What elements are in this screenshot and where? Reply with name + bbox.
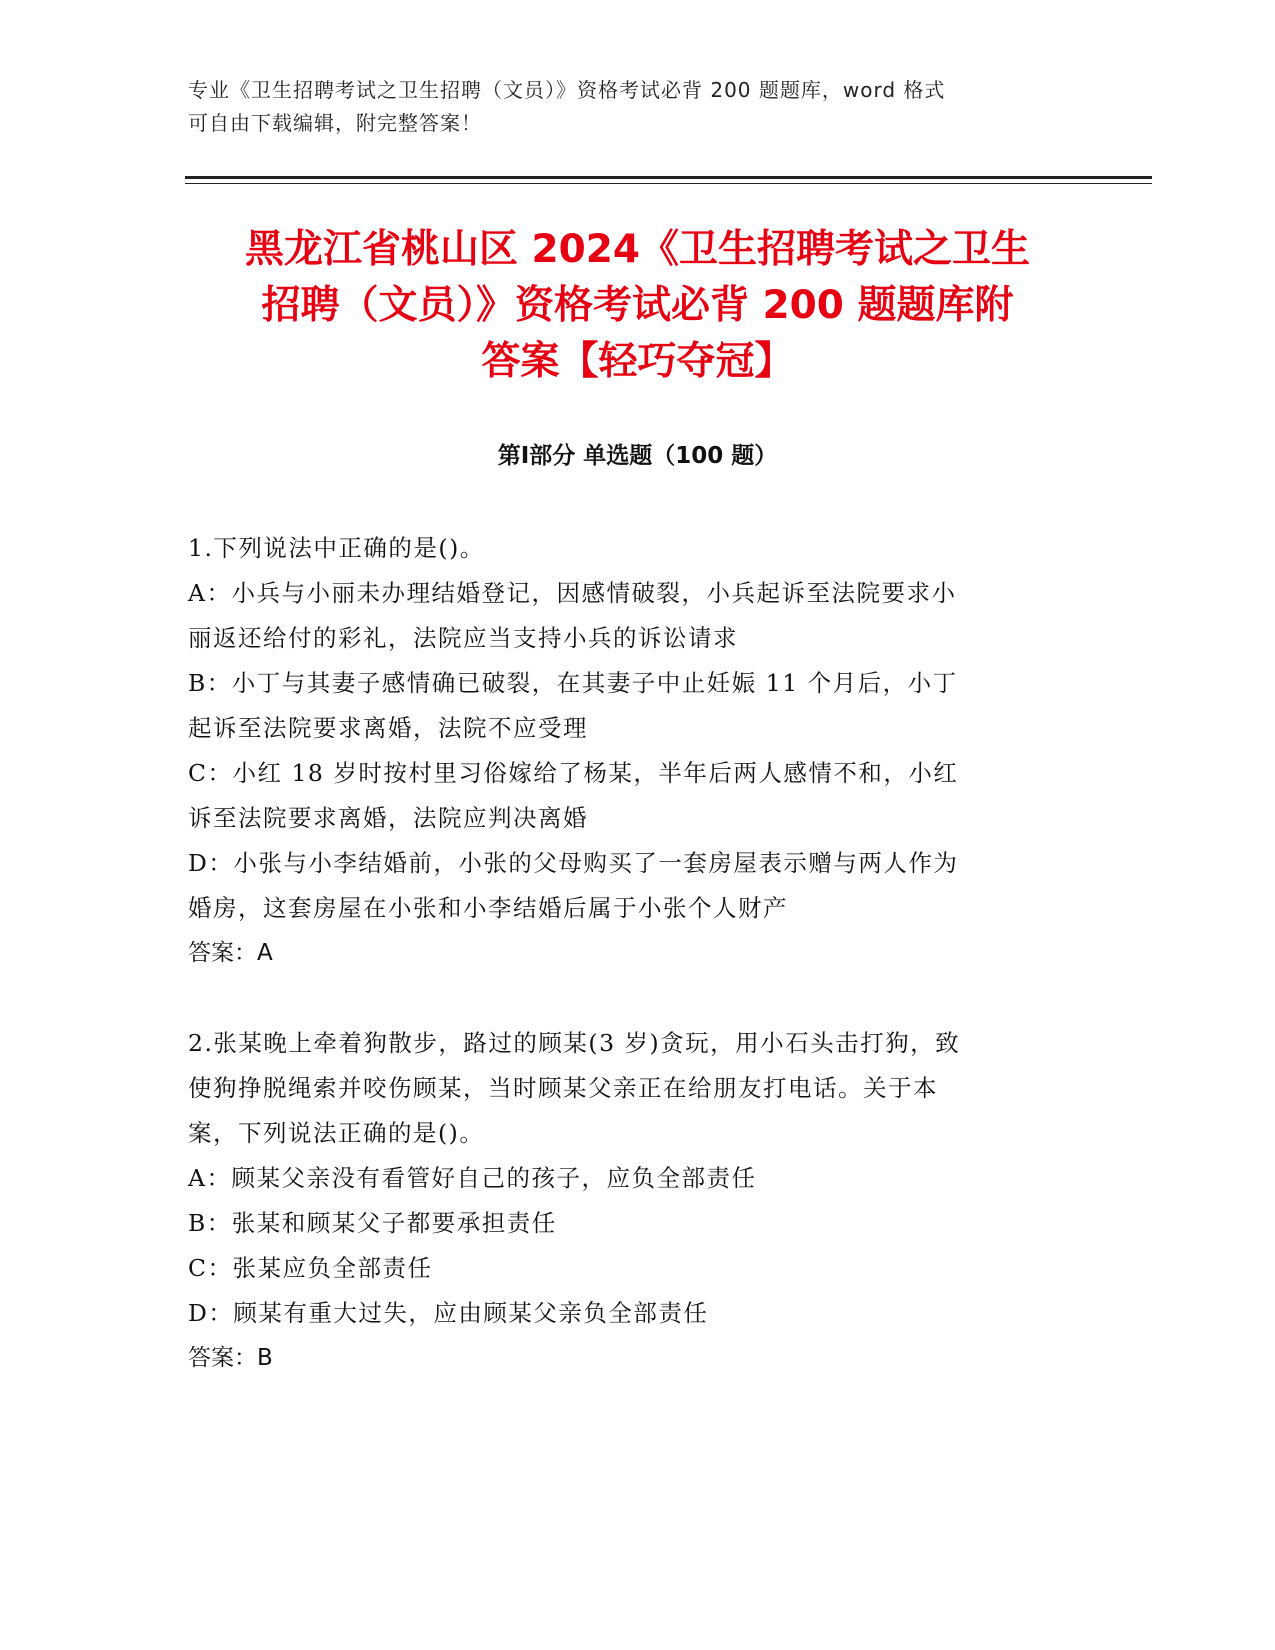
- option-c: C：张某应负全部责任: [188, 1254, 433, 1282]
- option-a: A：小兵与小丽未办理结婚登记，因感情破裂，小兵起诉至法院要求小: [188, 579, 957, 607]
- option-d: D：小张与小李结婚前，小张的父母购买了一套房屋表示赠与两人作为: [188, 849, 959, 877]
- header-divider-thin: [185, 183, 1152, 184]
- header-note-line: 专业《卫生招聘考试之卫生招聘（文员）》资格考试必背 200 题题库，word 格式: [188, 78, 946, 102]
- option-b-continued: 起诉至法院要求离婚，法院不应受理: [188, 714, 588, 742]
- answer-label: 答案：B: [188, 1345, 273, 1371]
- document-title-line: 答案【轻巧夺冠】: [481, 339, 794, 384]
- document-title-line: 黑龙江省桃山区 2024《卫生招聘考试之卫生: [244, 227, 1031, 272]
- option-d-continued: 婚房，这套房屋在小张和小李结婚后属于小张个人财产: [188, 894, 788, 922]
- question-stem-continued: 案，下列说法正确的是()。: [188, 1119, 485, 1147]
- option-c-continued: 诉至法院要求离婚，法院应判决离婚: [188, 804, 588, 832]
- question-stem: 2.张某晚上牵着狗散步，路过的顾某(3 岁)贪玩，用小石头击打狗，致: [188, 1029, 961, 1057]
- option-a: A：顾某父亲没有看管好自己的孩子，应负全部责任: [188, 1164, 757, 1192]
- option-a-continued: 丽返还给付的彩礼，法院应当支持小兵的诉讼请求: [188, 624, 738, 652]
- header-divider-thick: [185, 176, 1152, 179]
- question-2: [188, 1021, 1088, 1381]
- option-b: B：张某和顾某父子都要承担责任: [188, 1209, 557, 1237]
- question-1: [188, 526, 1088, 976]
- header-note-line: 可自由下载编辑，附完整答案！: [188, 111, 482, 135]
- option-d: D：顾某有重大过失，应由顾某父亲负全部责任: [188, 1299, 709, 1327]
- question-stem: 1.下列说法中正确的是()。: [188, 534, 485, 562]
- document-title-line: 招聘（文员）》资格考试必背 200 题题库附: [261, 283, 1014, 328]
- option-b: B：小丁与其妻子感情确已破裂，在其妻子中止妊娠 11 个月后，小丁: [188, 669, 958, 697]
- option-c: C：小红 18 岁时按村里习俗嫁给了杨某，半年后两人感情不和，小红: [188, 759, 959, 787]
- question-stem-continued: 使狗挣脱绳索并咬伤顾某，当时顾某父亲正在给朋友打电话。关于本: [188, 1074, 938, 1102]
- answer-label: 答案：A: [188, 940, 273, 966]
- header-note: [188, 74, 1088, 140]
- question-list: [188, 526, 1088, 1426]
- document-title: [160, 222, 1115, 390]
- section-title: 第Ⅰ部分 单选题（100 题）: [497, 443, 778, 469]
